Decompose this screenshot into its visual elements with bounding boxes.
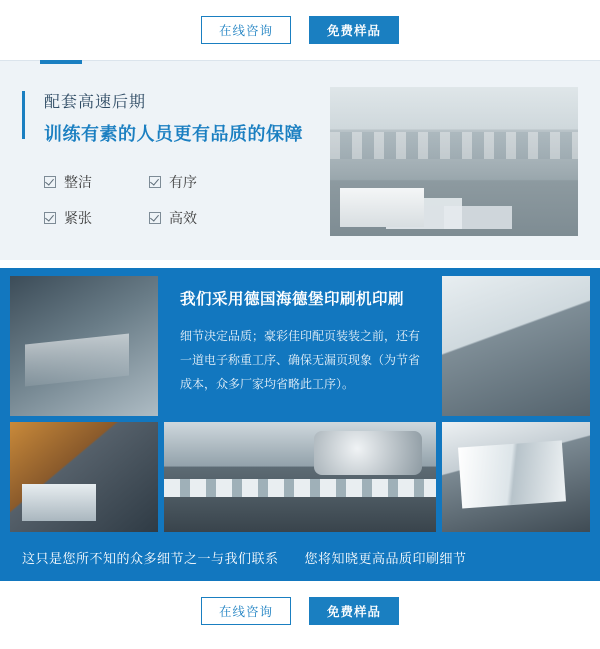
heidelberg-body: 细节决定品质；豪彩佳印配页装装之前，还有一道电子称重工序、确保无漏页现象（为节省成本，众多厂家均省略此工序）。 — [180, 329, 421, 392]
section-divider — [0, 260, 600, 268]
footer-text-left: 这只是您所不知的众多细节之一与我们联系 — [22, 551, 279, 566]
checkbox-checked-icon — [44, 176, 56, 188]
check-item — [44, 172, 149, 192]
mosaic-row-top — [10, 276, 590, 416]
cta-bar-bottom — [0, 581, 600, 641]
section-one-text-block — [22, 87, 322, 236]
operator-bending-over-press-photo — [442, 276, 590, 416]
footer-text-right: 您将知晓更高品质印刷细节 — [304, 551, 467, 566]
section-two-footer — [10, 538, 590, 581]
check-item — [44, 208, 149, 228]
consult-button-bottom[interactable]: 在线咨询 — [201, 597, 291, 625]
checkbox-checked-icon — [149, 176, 161, 188]
check-label: 紧张 — [64, 210, 92, 226]
free-sample-button-top[interactable]: 免费样品 — [309, 16, 399, 44]
heidelberg-text-tile — [164, 276, 436, 416]
checkbox-checked-icon — [44, 212, 56, 224]
check-item — [149, 208, 254, 228]
section-staff-quality — [0, 60, 600, 260]
section-heidelberg-press — [0, 268, 600, 581]
finished-book-pages-photo — [442, 422, 590, 532]
factory-floor-photo — [330, 87, 578, 236]
section-one-photo-wrap — [322, 87, 578, 236]
free-sample-button-bottom[interactable]: 免费样品 — [309, 597, 399, 625]
check-label: 整洁 — [64, 174, 92, 190]
checklist — [44, 172, 254, 228]
check-item — [149, 172, 254, 192]
press-conveyor-detail-photo — [164, 422, 436, 532]
section-tab-marker — [40, 60, 82, 64]
checkbox-checked-icon — [149, 212, 161, 224]
worker-stacking-boxes-photo — [10, 422, 158, 532]
check-label: 有序 — [169, 174, 197, 190]
heidelberg-heading: 我们采用德国海德堡印刷机印刷 — [180, 291, 405, 308]
cta-bar-top — [0, 0, 600, 60]
mosaic-row-bottom — [10, 422, 590, 532]
section-one-subtitle: 配套高速后期 — [44, 94, 147, 111]
worker-inspecting-print-photo — [10, 276, 158, 416]
section-one-title: 训练有素的人员更有品质的保障 — [44, 124, 303, 144]
consult-button-top[interactable]: 在线咨询 — [201, 16, 291, 44]
accent-bar — [22, 91, 25, 139]
check-label: 高效 — [169, 210, 197, 226]
